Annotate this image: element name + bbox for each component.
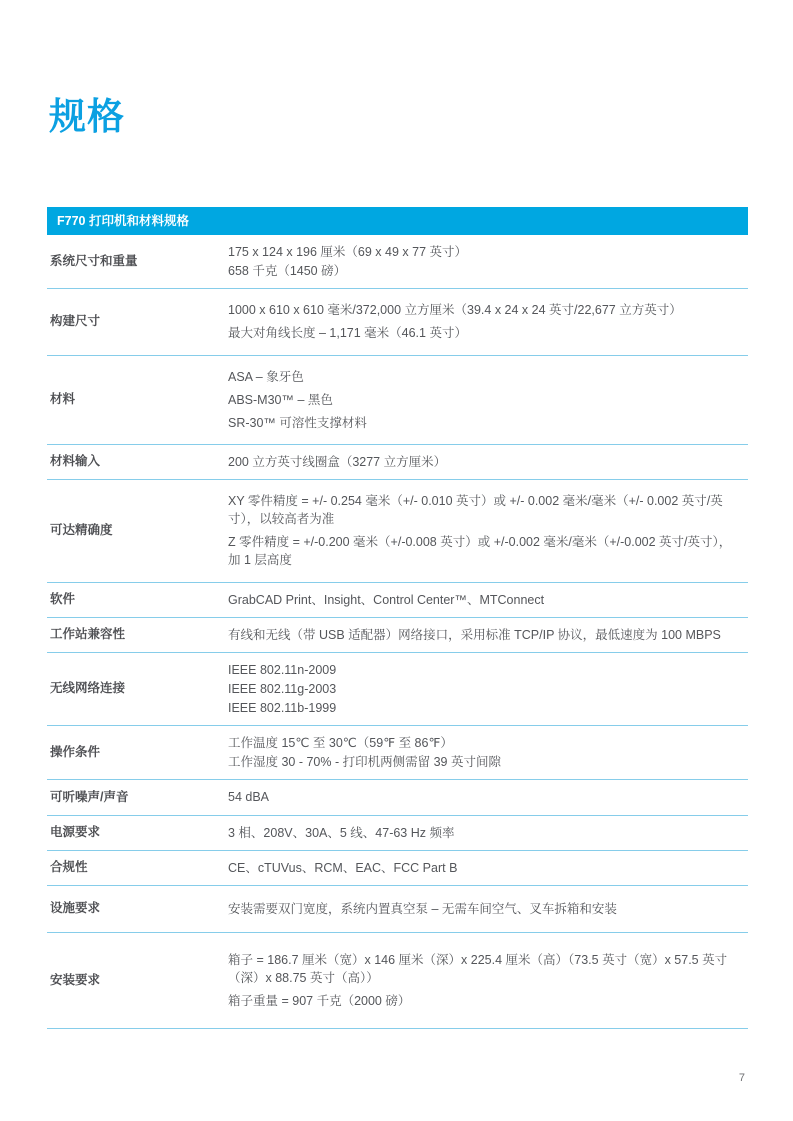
spec-table-header: F770 打印机和材料规格 [47, 207, 748, 235]
spec-value-line: IEEE 802.11b-1999 [228, 701, 337, 715]
spec-row [47, 583, 748, 618]
spec-label: 可达精确度 [50, 523, 113, 537]
spec-label: 无线网络连接 [50, 681, 126, 696]
spec-row [47, 480, 748, 583]
spec-value-line: ASA – 象牙色 [228, 369, 304, 384]
spec-value-line: IEEE 802.11g-2003 [228, 681, 337, 696]
spec-row [47, 780, 748, 815]
spec-value [228, 363, 748, 437]
spec-label: 可听噪声/声音 [50, 789, 129, 804]
spec-value-line: 工作湿度 30 - 70% - 打印机两侧需留 39 英寸间隙 [228, 755, 501, 770]
spec-row [47, 356, 748, 445]
page-number: 7 [738, 1072, 745, 1084]
spec-value-line: 3 相、208V、30A、5 线、47-63 Hz 频率 [228, 825, 455, 840]
spec-value-line: 200 立方英寸线圈盒（3277 立方厘米） [228, 454, 447, 469]
spec-value-line: 658 千克（1450 磅） [228, 264, 347, 279]
spec-value-line: 箱子 = 186.7 厘米（宽）x 146 厘米（深）x 225.4 厘米（高）（73.5 英寸（宽）x 57.5 英寸（深）x 88.75 英寸（高）） [228, 952, 728, 985]
spec-value-line: Z 零件精度 = +/-0.200 毫米（+/-0.008 英寸）或 +/-0.002 毫米/毫米（+/-0.002 英寸/英寸），加 1 层高度 [228, 535, 732, 568]
spec-row [47, 726, 748, 780]
spec-value [228, 899, 748, 919]
spec-value [228, 242, 748, 281]
spec-value [228, 660, 748, 718]
spec-value-line: 54 dBA [228, 790, 270, 805]
spec-value [228, 733, 748, 772]
spec-value-line: ABS-M30™ – 黑色 [228, 392, 333, 407]
spec-value [228, 787, 748, 807]
spec-table [47, 207, 748, 1029]
spec-value [228, 452, 748, 472]
spec-value-line: IEEE 802.11n-2009 [228, 662, 337, 677]
spec-label: 合规性 [50, 859, 88, 874]
spec-label: 安装要求 [50, 972, 101, 987]
spec-value [228, 487, 748, 575]
spec-value [228, 296, 748, 347]
spec-row [47, 933, 748, 1029]
spec-row [47, 886, 748, 933]
spec-label: 系统尺寸和重量 [50, 253, 138, 268]
spec-row [47, 653, 748, 726]
spec-value [228, 590, 748, 610]
spec-value-line: 175 x 124 x 196 厘米（69 x 49 x 77 英寸） [228, 245, 468, 259]
spec-value-line: 箱子重量 = 907 千克（2000 磅） [228, 994, 411, 1009]
spec-label: 材料 [50, 391, 76, 406]
spec-row [47, 816, 748, 851]
spec-value-line: GrabCAD Print、Insight、Control Center™、MTConnect [228, 592, 545, 607]
spec-label: 软件 [50, 591, 76, 606]
spec-value-line: CE、cTUVus、RCM、EAC、FCC Part B [228, 860, 458, 875]
spec-label: 电源要求 [50, 824, 101, 839]
spec-value-line: 工作温度 15℃ 至 30℃（59℉ 至 86℉） [228, 736, 453, 751]
spec-value [228, 823, 748, 843]
spec-label: 操作条件 [50, 745, 101, 759]
spec-label: 材料输入 [50, 454, 101, 469]
spec-value-line: 有线和无线（带 USB 适配器）网络接口，采用标准 TCP/IP 协议，最低速度为 100 MBPS [228, 627, 721, 642]
spec-row [47, 618, 748, 653]
page-title: 规格 [49, 96, 125, 137]
spec-row [47, 235, 748, 289]
spec-value-line: 1000 x 610 x 610 毫米/372,000 立方厘米（39.4 x 24 x 24 英寸/22,677 立方英寸） [228, 303, 682, 318]
spec-value-line: XY 零件精度 = +/- 0.254 毫米（+/- 0.010 英寸）或 +/- 0.002 毫米/毫米（+/- 0.002 英寸/英寸），以较高者为准 [228, 494, 723, 527]
spec-value-line: 最大对角线长度 – 1,171 毫米（46.1 英寸） [228, 326, 467, 341]
spec-value-line: SR-30™ 可溶性支撑材料 [228, 415, 367, 430]
spec-table-rows [47, 235, 748, 1029]
spec-row [47, 445, 748, 480]
spec-value [228, 858, 748, 878]
spec-label: 设施要求 [50, 901, 101, 916]
spec-label: 构建尺寸 [50, 314, 101, 329]
spec-value [228, 946, 748, 1015]
spec-row [47, 851, 748, 886]
spec-label: 工作站兼容性 [50, 626, 126, 641]
spec-value [228, 625, 748, 645]
spec-row [47, 289, 748, 355]
spec-value-line: 安装需要双门宽度，系统内置真空泵 – 无需车间空气、叉车拆箱和安装 [228, 901, 617, 916]
